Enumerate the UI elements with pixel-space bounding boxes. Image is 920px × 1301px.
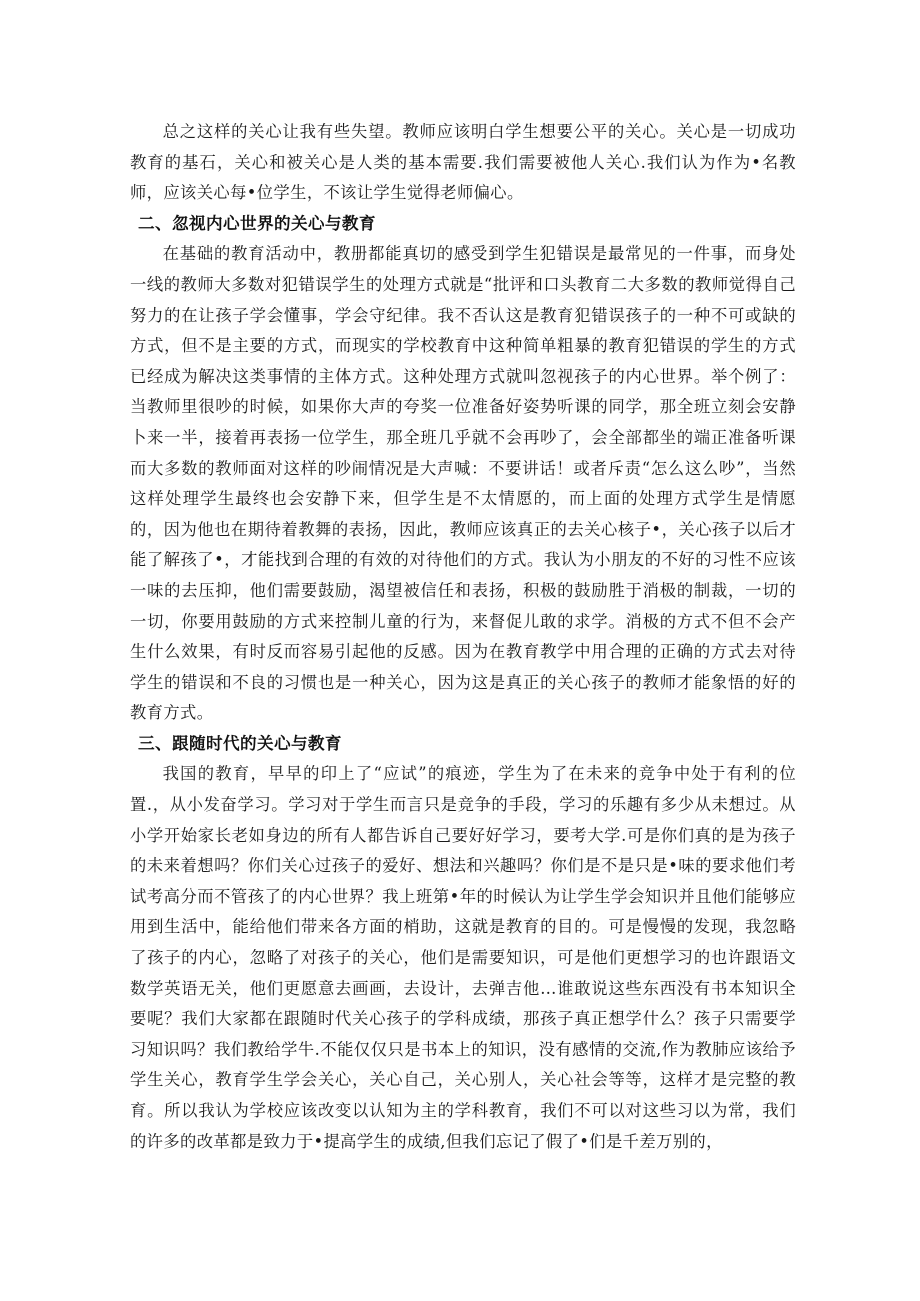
section-heading-2: 二、忽视内心世界的关心与教育 (138, 213, 376, 233)
paragraph-section-2: 在基础的教育活动中，教册都能真切的感受到学生犯错误是最常见的一件事，而身处一线的教师大多数对犯错误学生的处理方式就是“批评和口头教育二大多数的教师觉得自己努力的在让孩子学会懂事，学会守纪律。我不否认这是教育犯错误孩子的一种不可或缺的方式，但不是主要的方式，而现实的学校教育中这种简单粗暴的教育犯错误的学生的方式已经成为解决这类事情的主体方式。这种处理方式就叫忽视孩子的内心世界。举个例了：当教师里很吵的时候，如果你大声的夸奖一位准备好姿势听课的同学，那全班立刻会安静卜来一半，接着再表扬一位学生，那全班几乎就不会再吵了，会全部都坐的端正准备听课而大多数的教师面对这样的吵闹情况是大声喊：不要讲话！或者斥责“怎么这么吵”，当然这样处理学生最终也会安静下来，但学生是不太情愿的，而上面的处理方式学生是情愿的，因为他也在期待着教舞的表扬，因此，教师应该真正的去关心核子•，关心孩子以后才能了解孩了•，才能找到合理的有效的对待他们的方式。我认为小朋友的不好的习性不应该一味的去压抑，他们需要鼓励，渴望被信任和表扬，积极的鼓励胜于消极的制裁，一切的一切，你要用鼓励的方式来控制儿童的行为，来督促儿敢的求学。消极的方式不但不会产生什么效果，有时反而容易引起他的反感。因为在教育教学中用合理的正确的方式去对待学生的错误和不良的习惯也是一种关心，因为这是真正的关心孩子的教师才能象悟的好的教育方式。 (130, 244, 796, 723)
section-heading-3: 三、跟随时代的关心与教育 (138, 733, 342, 753)
paragraph-section-3: 我国的教育，早早的印上了“应试”的痕迹，学生为了在未来的竞争中处于有利的位置.，从小发奋学习。学习对于学生而言只是竞争的手段，学习的乐趣有多少从未想过。从小学开始家长老如身边的所有人都告诉自己要好好学习，要考大学.可是你们真的是为孩子的未来着想吗？你们关心过孩子的爱好、想法和兴趣吗？你们是不是只是•味的要求他们考试考高分而不管孩了的内心世界？我上班第•年的时候认为让学生学会知识并且他们能够应用到生活中，能给他们带来各方面的梢助，这就是教育的目的。可是慢慢的发现，我忽略了孩子的内心，忽略了对孩子的关心，他们是需要知识，可是他们更想学习的也许跟语文数学英语无关，他们更愿意去画画，去设计，去弹吉他…谁敢说这些东西没有书本知识全要呢？我们大家都在跟随时代关心孩子的学科成绩，那孩子真正想学什么？孩子只需要学习知识吗？我们教给学牛.不能仅仅只是书本上的知识，没有感情的交流,作为教肺应该给予学生关心，教育学生学会关心，关心自己，关心别人，关心社会等等，这样才是完整的教育。所以我认为学校应该改变以认知为主的学科教育，我们不可以对这些习以为常，我们的许多的改革都是致力于•提高学生的成绩,但我们忘记了假了•们是千差万别的， (130, 764, 796, 1151)
paragraph-conclusion: 总之这样的关心让我有些失望。教师应该明白学生想要公平的关心。关心是一切成功教育的基石，关心和被关心是人类的基本需要.我们需要被他人关心.我们认为作为•名教师，应该关心每•位学生，不该让学生觉得老师偏心。 (130, 122, 796, 203)
document-body (130, 117, 796, 1157)
